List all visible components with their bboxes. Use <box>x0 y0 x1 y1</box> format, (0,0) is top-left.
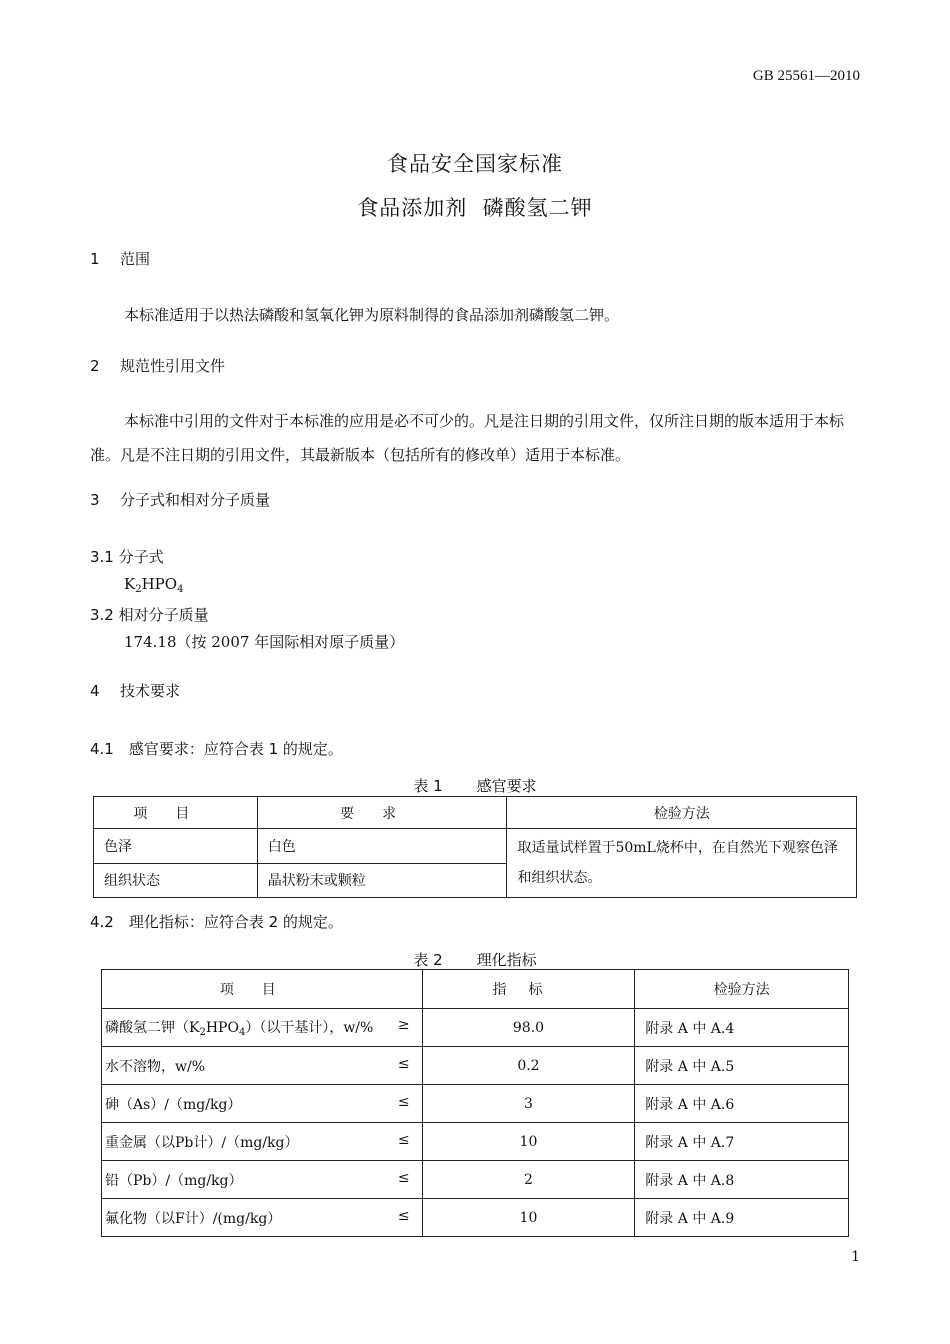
table-cell-method: 附录 A 中 A.9 <box>635 1199 849 1237</box>
molecular-mass: 174.18（按 2007 年国际相对原子质量） <box>124 633 405 651</box>
table-2-caption: 表 2 理化指标 <box>413 951 537 969</box>
table-cell: 白色 <box>257 829 507 864</box>
table-header-cell: 检验方法 <box>635 970 849 1009</box>
table-cell-method: 附录 A 中 A.5 <box>635 1047 849 1085</box>
subsection-4-1: 4.1 感官要求：应符合表 1 的规定。 <box>90 740 343 758</box>
subsection-4-2: 4.2 理化指标：应符合表 2 的规定。 <box>90 913 343 931</box>
table-cell: 色泽 <box>94 829 258 864</box>
table-cell-value: 3 <box>422 1085 635 1123</box>
table-header-cell: 要求 <box>257 797 507 829</box>
table-1-caption: 表 1 感官要求 <box>413 777 537 795</box>
table-header-cell: 指标 <box>422 970 635 1009</box>
section-3-heading <box>90 489 270 510</box>
table-1-sensory <box>93 796 857 898</box>
table-cell-item: 砷（As）/（mg/kg） ≤ <box>102 1085 423 1123</box>
table-row <box>102 1085 849 1123</box>
table-header-cell: 项目 <box>102 970 423 1009</box>
table-cell-item: 水不溶物，w/% ≤ <box>102 1047 423 1085</box>
table-cell: 晶状粉末或颗粒 <box>257 863 507 898</box>
table-cell-value: 0.2 <box>422 1047 635 1085</box>
section-4-heading <box>90 680 180 701</box>
subsection-3-1: 3.1 分子式 <box>90 548 164 566</box>
section-title: 技术要求 <box>120 682 181 700</box>
table-cell-method: 附录 A 中 A.6 <box>635 1085 849 1123</box>
table-row <box>102 1161 849 1199</box>
section-1-heading <box>90 248 150 269</box>
table-header-row <box>94 797 857 829</box>
section-number: 1 <box>90 250 100 268</box>
table-2-physicochemical <box>101 969 849 1237</box>
table-cell-item: 铅（Pb）/（mg/kg） ≤ <box>102 1161 423 1199</box>
table-cell-method: 取适量试样置于50mL烧杯中，在自然光下观察色泽和组织状态。 <box>507 829 857 898</box>
table-cell-method: 附录 A 中 A.4 <box>635 1009 849 1047</box>
main-title: 食品安全国家标准 <box>387 152 563 176</box>
section-1-text: 本标准适用于以热法磷酸和氢氧化钾为原料制得的食品添加剂磷酸氢二钾。 <box>124 306 620 324</box>
section-2-heading <box>90 355 225 376</box>
table-row <box>102 1047 849 1085</box>
section-title: 分子式和相对分子质量 <box>120 491 271 509</box>
table-header-row <box>102 970 849 1009</box>
table-cell-value: 98.0 <box>422 1009 635 1047</box>
section-title: 规范性引用文件 <box>120 357 226 375</box>
table-row <box>102 1199 849 1237</box>
table-row <box>102 1123 849 1161</box>
table-cell-value: 2 <box>422 1161 635 1199</box>
table-cell: 组织状态 <box>94 863 258 898</box>
table-cell-method: 附录 A 中 A.7 <box>635 1123 849 1161</box>
table-header-cell: 项目 <box>94 797 258 829</box>
table-cell-value: 10 <box>422 1199 635 1237</box>
table-row <box>102 1009 849 1047</box>
subsection-3-2: 3.2 相对分子质量 <box>90 606 209 624</box>
section-2-text: 本标准中引用的文件对于本标准的应用是必不可少的。凡是注日期的引用文件，仅所注日期的版本适用于本标准。凡是不注日期的引用文件，其最新版本（包括所有的修改单）适用于本标准。 <box>90 412 845 464</box>
molecular-formula: $K_2HPO_4$ <box>124 575 184 595</box>
section-title: 范围 <box>120 250 151 268</box>
table-cell-item: 磷酸氢二钾$(K_2HPO_4)$（以干基计），w/% ≥ <box>102 1009 423 1047</box>
table-header-cell: 检验方法 <box>507 797 857 829</box>
table-cell-item: 重金属（以Pb计）/（mg/kg） ≤ <box>102 1123 423 1161</box>
page-number: 1 <box>851 1249 860 1265</box>
table-row <box>94 829 857 864</box>
section-number: 4 <box>90 682 100 700</box>
section-number: 2 <box>90 357 100 375</box>
section-number: 3 <box>90 491 100 509</box>
table-cell-method: 附录 A 中 A.8 <box>635 1161 849 1199</box>
standard-number: GB 25561—2010 <box>752 68 860 84</box>
sub-title: 食品添加剂 磷酸氢二钾 <box>357 196 593 220</box>
table-cell-item: 氟化物（以F计）/(mg/kg） ≤ <box>102 1199 423 1237</box>
table-cell-value: 10 <box>422 1123 635 1161</box>
